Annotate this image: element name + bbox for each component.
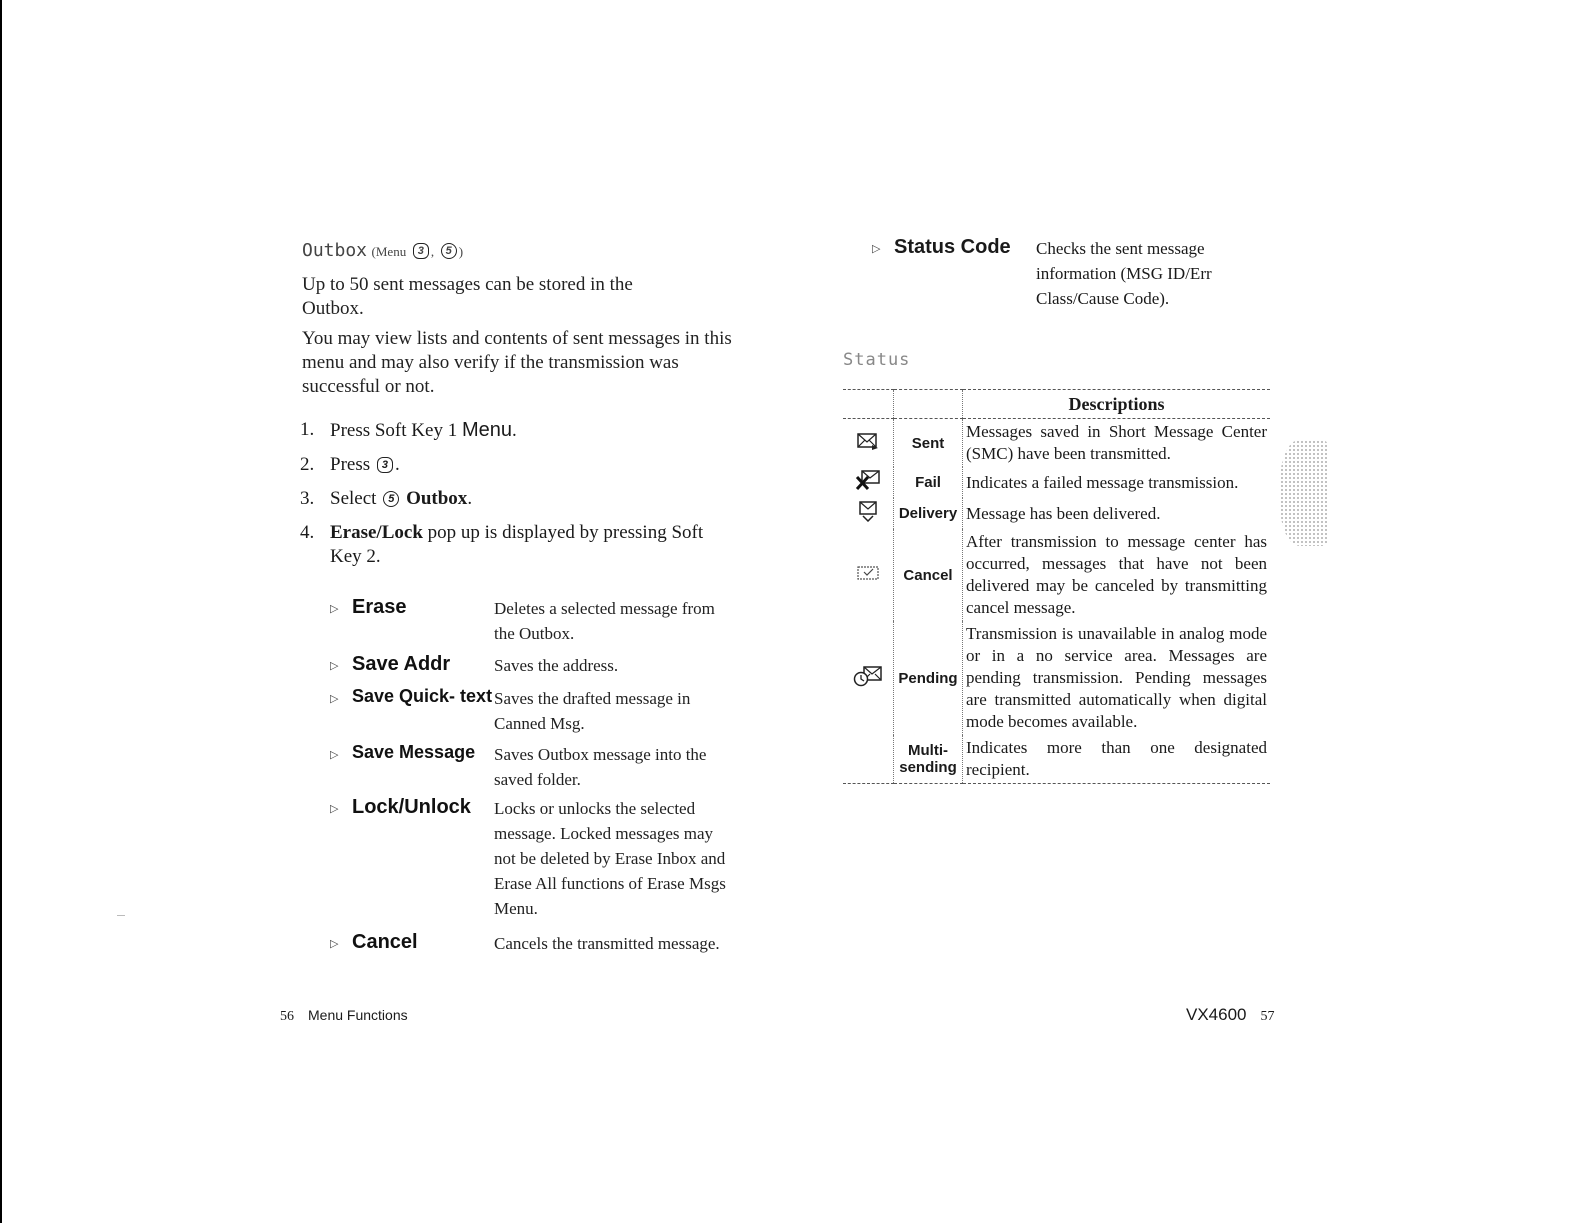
status-desc: Message has been delivered. [963, 498, 1271, 529]
envelope-multi-icon [843, 735, 894, 784]
heading-suffix: ) [458, 244, 464, 259]
step-number: 1. [300, 419, 315, 440]
status-table [843, 389, 1270, 784]
halftone-tab-mark [1280, 440, 1328, 546]
envelope-cancel-icon [843, 529, 894, 621]
option-name: Erase [352, 596, 407, 618]
option-desc: Cancels the transmitted message. [494, 934, 720, 953]
page-number: 57 [1260, 1009, 1275, 1024]
envelope-fail-icon [843, 467, 894, 498]
status-title: Status [843, 350, 911, 370]
envelope-sent-icon [843, 419, 894, 468]
model-name: VX4600 [1186, 1005, 1247, 1024]
steps-list [300, 418, 730, 579]
arrow-icon: ▷ [330, 749, 339, 761]
left-footer [280, 1007, 408, 1025]
step-2 [300, 453, 730, 477]
option-save-quick-text [330, 686, 730, 736]
table-row [843, 621, 1270, 735]
option-desc: Checks the sent message information (MSG ID/Err Class/Cause Code). [1036, 239, 1212, 308]
step-text: Press Soft Key 1 [330, 420, 458, 441]
step-end: . [467, 488, 473, 509]
option-name: Save Quick- text [352, 686, 493, 706]
page-border-line [0, 0, 2, 1223]
envelope-pending-icon [843, 621, 894, 735]
right-footer [1186, 1005, 1275, 1025]
status-label: Cancel [894, 529, 963, 621]
intro-paragraph-2: You may view lists and contents of sent messages in this menu and may also verify if the transmission was successful or not. [302, 328, 732, 397]
option-name: Save Addr [352, 653, 451, 675]
table-row [843, 467, 1270, 498]
status-label: Multi- sending [894, 735, 963, 784]
step-text: Press [330, 454, 371, 475]
table-header: Descriptions [963, 390, 1271, 419]
step-number: 3. [300, 488, 315, 509]
envelope-delivery-icon [843, 498, 894, 529]
status-desc: Messages saved in Short Message Center (SMC) have been transmitted. [963, 419, 1271, 468]
step-1 [300, 418, 730, 443]
option-desc: Saves the address. [494, 656, 619, 675]
status-label: Fail [894, 467, 963, 498]
option-desc: Saves the drafted message in Canned Msg. [494, 689, 691, 733]
step-text: pop up is displayed by pressing Soft Key 2. [330, 522, 704, 567]
arrow-icon: ▷ [330, 660, 339, 672]
status-label: Delivery [894, 498, 963, 529]
outbox-keyword: Outbox [406, 488, 468, 509]
section-name: Menu Functions [308, 1007, 408, 1023]
step-number: 2. [300, 454, 315, 475]
arrow-icon: ▷ [330, 938, 339, 950]
step-4 [300, 521, 730, 569]
status-label: Sent [894, 419, 963, 468]
status-desc: Transmission is unavailable in analog mode or in a no service area. Messages are pending transmission. Pending messages are transmitted automatically when digital mode becomes available. [963, 621, 1271, 735]
option-desc: Saves Outbox message into the saved folder. [494, 745, 707, 789]
option-lock-unlock [330, 796, 730, 921]
step-3 [300, 487, 730, 511]
arrow-icon: ▷ [330, 803, 339, 815]
outbox-title: Outbox [302, 240, 368, 261]
option-cancel [330, 931, 730, 956]
outbox-heading [302, 240, 463, 261]
status-desc: Indicates a failed message transmission. [963, 467, 1271, 498]
menu-prefix: (Menu [371, 244, 407, 259]
scan-speck [117, 915, 125, 916]
table-row [843, 419, 1270, 468]
step-number: 4. [300, 522, 315, 543]
erase-lock-keyword: Erase/Lock [330, 522, 423, 543]
table-header-row [843, 390, 1270, 419]
arrow-icon: ▷ [330, 603, 339, 615]
key-3-icon: 3 [377, 457, 393, 473]
heading-separator: , [430, 244, 435, 259]
table-row [843, 498, 1270, 529]
step-end: . [395, 454, 400, 475]
option-name: Lock/Unlock [352, 796, 471, 818]
status-label: Pending [894, 621, 963, 735]
option-save-addr [330, 653, 730, 678]
key-3-icon: 3 [413, 243, 429, 259]
arrow-icon: ▷ [330, 693, 339, 705]
step-end: . [511, 420, 517, 441]
option-name: Cancel [352, 931, 418, 953]
table-row [843, 529, 1270, 621]
menu-keyword: Menu [461, 419, 512, 441]
key-5-icon: 5 [441, 243, 457, 259]
status-desc: Indicates more than one designated recipient. [963, 735, 1271, 784]
option-erase [330, 596, 730, 646]
option-name: Status Code [894, 236, 1011, 258]
option-desc: Deletes a selected message from the Outbox. [494, 599, 715, 643]
status-desc: After transmission to message center has occurred, messages that have not been delivered may be canceled by transmitting cancel message. [963, 529, 1271, 621]
option-desc: Locks or unlocks the selected message. Locked messages may not be deleted by Erase Inbox and Erase All functions of Erase Msgs Menu. [494, 799, 726, 918]
arrow-icon: ▷ [872, 243, 881, 255]
option-save-message [330, 742, 730, 792]
key-5-icon: 5 [383, 491, 399, 507]
intro-paragraph-1: Up to 50 sent messages can be stored in the Outbox. [302, 274, 633, 319]
table-row [843, 735, 1270, 784]
page-number: 56 [280, 1009, 294, 1024]
step-text: Select [330, 488, 377, 509]
option-name: Save Message [352, 742, 476, 762]
option-status-code [872, 236, 1292, 311]
